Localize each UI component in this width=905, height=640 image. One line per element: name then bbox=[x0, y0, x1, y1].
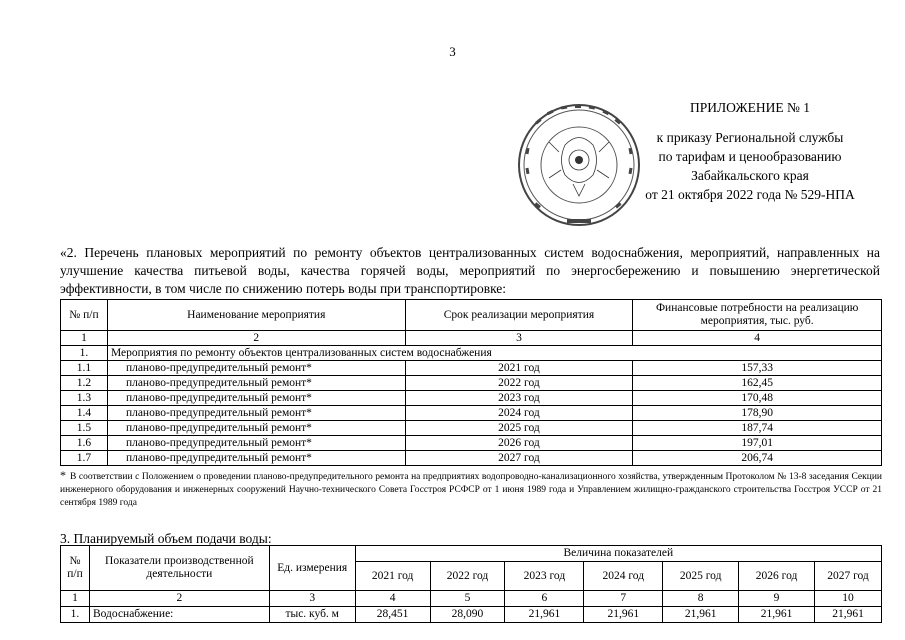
row-term: 2022 год bbox=[405, 376, 633, 391]
header-cost: Финансовые потребности на реализацию мероприятия, тыс. руб. bbox=[633, 300, 882, 331]
year-header: 2027 год bbox=[815, 562, 882, 591]
header-unit: Ед. измерения bbox=[269, 546, 355, 591]
repair-measures-table bbox=[60, 299, 882, 466]
water-supply-volume-table bbox=[60, 545, 882, 623]
row-unit: тыс. куб. м bbox=[269, 607, 355, 623]
section-3-title: 3. Планируемый объем подачи воды: bbox=[60, 531, 272, 546]
row-num: 1.4 bbox=[61, 406, 108, 421]
row-cost: 162,45 bbox=[633, 376, 882, 391]
row-value: 28,090 bbox=[430, 607, 505, 623]
row-value: 21,961 bbox=[505, 607, 584, 623]
section-row bbox=[61, 346, 882, 361]
appendix-line-2: по тарифам и ценообразованию bbox=[658, 149, 842, 164]
header-num: № п/п bbox=[61, 300, 108, 331]
table-row bbox=[61, 376, 882, 391]
footnote-text: В соответствии с Положением о проведении планово-предупредительного ремонта на предприятиях водопроводно-канализационного хозяйства, утвержденным Протоколом № 13-8 заседания Секции инженерного оборудования и инженерных сооружений Научно-технического Совета Госстроя РСФСР от 1 июня 1989 года и Управлением жилищно-гражданского строительства Госстроя УССР от 21 сентября 1989 года bbox=[60, 472, 882, 508]
col-number: 4 bbox=[355, 591, 430, 607]
col-number: 6 bbox=[505, 591, 584, 607]
table-row bbox=[61, 421, 882, 436]
section-2-intro: «2. Перечень плановых мероприятий по ремонту объектов централизованных систем водоснабжения, мероприятий, направленных на улучшение качества питьевой воды, качества горячей воды, мероприятий по энергосбережению и повышению энергетической эффективности, в том числе по снижению потерь воды при транспортировке: bbox=[60, 245, 880, 296]
header-num: № п/п bbox=[61, 546, 90, 591]
row-cost: 178,90 bbox=[633, 406, 882, 421]
year-header: 2021 год bbox=[355, 562, 430, 591]
table-header-row bbox=[61, 300, 882, 331]
header-indicator: Показатели производственной деятельности bbox=[89, 546, 269, 591]
col-number: 2 bbox=[89, 591, 269, 607]
col-number: 3 bbox=[269, 591, 355, 607]
table-row bbox=[61, 607, 882, 623]
appendix-line-1: к приказу Региональной службы bbox=[656, 130, 844, 145]
row-name: планово-предупредительный ремонт* bbox=[107, 361, 405, 376]
year-header: 2025 год bbox=[663, 562, 739, 591]
footnote-mark: * bbox=[60, 468, 66, 482]
row-term: 2023 год bbox=[405, 391, 633, 406]
header-term: Срок реализации мероприятия bbox=[405, 300, 633, 331]
row-term: 2024 год bbox=[405, 406, 633, 421]
year-header: 2026 год bbox=[739, 562, 815, 591]
row-cost: 206,74 bbox=[633, 451, 882, 466]
row-name: планово-предупредительный ремонт* bbox=[107, 421, 405, 436]
row-num: 1.7 bbox=[61, 451, 108, 466]
row-value: 21,961 bbox=[815, 607, 882, 623]
table-row bbox=[61, 436, 882, 451]
table-row bbox=[61, 391, 882, 406]
appendix-title: ПРИЛОЖЕНИЕ № 1 bbox=[689, 100, 811, 115]
col-number: 2 bbox=[107, 331, 405, 346]
row-cost: 187,74 bbox=[633, 421, 882, 436]
page-number: 3 bbox=[449, 44, 456, 59]
row-cost: 197,01 bbox=[633, 436, 882, 451]
table-row bbox=[61, 361, 882, 376]
table-row bbox=[61, 406, 882, 421]
row-term: 2025 год bbox=[405, 421, 633, 436]
row-name: планово-предупредительный ремонт* bbox=[107, 451, 405, 466]
col-number: 10 bbox=[815, 591, 882, 607]
year-header: 2024 год bbox=[584, 562, 663, 591]
year-header: 2023 год bbox=[505, 562, 584, 591]
row-name: планово-предупредительный ремонт* bbox=[107, 391, 405, 406]
row-value: 21,961 bbox=[663, 607, 739, 623]
section-title: Мероприятия по ремонту объектов централизованных систем водоснабжения bbox=[107, 346, 881, 361]
appendix-line-4: от 21 октября 2022 года № 529-НПА bbox=[645, 187, 855, 202]
year-header: 2022 год bbox=[430, 562, 505, 591]
header-values: Величина показателей bbox=[355, 546, 881, 562]
column-number-row bbox=[61, 331, 882, 346]
row-indicator: Водоснабжение: bbox=[89, 607, 269, 623]
row-cost: 157,33 bbox=[633, 361, 882, 376]
col-number: 9 bbox=[739, 591, 815, 607]
row-term: 2021 год bbox=[405, 361, 633, 376]
col-number: 1 bbox=[61, 591, 90, 607]
table-row bbox=[61, 451, 882, 466]
col-number: 5 bbox=[430, 591, 505, 607]
row-num: 1.6 bbox=[61, 436, 108, 451]
row-name: планово-предупредительный ремонт* bbox=[107, 436, 405, 451]
row-value: 28,451 bbox=[355, 607, 430, 623]
row-term: 2026 год bbox=[405, 436, 633, 451]
col-number: 3 bbox=[405, 331, 633, 346]
row-value: 21,961 bbox=[584, 607, 663, 623]
header-measure-name: Наименование мероприятия bbox=[107, 300, 405, 331]
col-number: 8 bbox=[663, 591, 739, 607]
row-num: 1.3 bbox=[61, 391, 108, 406]
row-name: планово-предупредительный ремонт* bbox=[107, 406, 405, 421]
row-name: планово-предупредительный ремонт* bbox=[107, 376, 405, 391]
column-number-row bbox=[61, 591, 882, 607]
col-number: 7 bbox=[584, 591, 663, 607]
row-num: 1.1 bbox=[61, 361, 108, 376]
col-number: 1 bbox=[61, 331, 108, 346]
row-num: 1.2 bbox=[61, 376, 108, 391]
appendix-line-3: Забайкальского края bbox=[691, 168, 809, 183]
footnote bbox=[60, 469, 882, 510]
table3-header-row bbox=[61, 546, 882, 562]
section-num: 1. bbox=[61, 346, 108, 361]
row-term: 2027 год bbox=[405, 451, 633, 466]
row-cost: 170,48 bbox=[633, 391, 882, 406]
row-num: 1. bbox=[61, 607, 90, 623]
row-num: 1.5 bbox=[61, 421, 108, 436]
row-value: 21,961 bbox=[739, 607, 815, 623]
col-number: 4 bbox=[633, 331, 882, 346]
